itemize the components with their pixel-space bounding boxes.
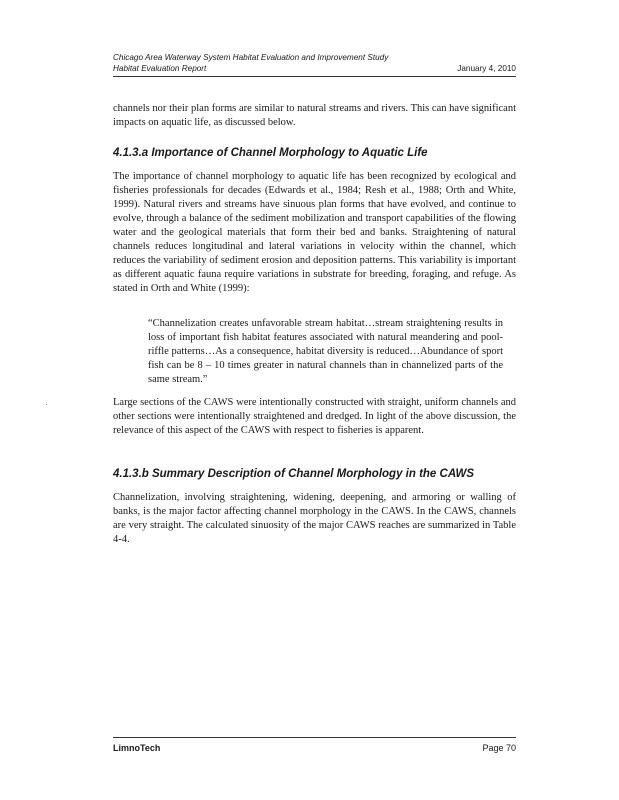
header-rule [113,76,516,77]
paragraph-importance: The importance of channel morphology to aquatic life has been recognized by ecological and fisheries professionals for decades (Edwards et al., 1984; Resh et al., 1988; Orth and White, 1999). Natural rivers and streams have sinuous plan forms that have evolved, and continue to evolve, through a balance of the sediment mobilization and transport capabilities of the flowing water and the geological materials that form their bed and banks. Straightening of natural channels reduces longitudinal and lateral variations in velocity within the channel, which reduces the variability of sediment erosion and deposition patterns. This variability is important as different aquatic fauna require variations in substrate for breeding, foraging, and refuge. As stated in Orth and White (1999): [113,171,516,294]
paragraph-channelization: Channelization, involving straightening, widening, deepening, and armoring or walling of banks, is the major factor affecting channel morphology in the CAWS. In the CAWS, channels are very straight. The calculated sinuosity of the major CAWS reaches are summarized in Table 4-4. [113,492,516,545]
scan-speck [46,404,47,405]
block-quote: “Channelization creates unfavorable stream habitat…stream straightening results in loss of important fish habitat features associated with natural meandering and pool-riffle patterns…As a consequence, habitat diversity is reduced…Abundance of sport fish can be 8 – 10 times greater in natural channels than in channelized parts of the same stream.” [148,318,503,385]
section-heading-4-1-3-a: 4.1.3.a Importance of Channel Morphology to Aquatic Life [113,147,428,159]
running-header-subtitle [113,63,516,74]
footer-rule [113,737,516,738]
footer-company: LimnoTech [113,743,161,753]
paragraph-caws-sections: Large sections of the CAWS were intentionally constructed with straight, uniform channels and other sections were intentionally straightened and dredged. In light of the above discussion, the relevance of this aspect of the CAWS with respect to fisheries is apparent. [113,397,516,436]
running-header-title: Chicago Area Waterway System Habitat Evaluation and Improvement Study [113,53,389,62]
section-heading-4-1-3-b: 4.1.3.b Summary Description of Channel Morphology in the CAWS [113,468,475,480]
report-name: Habitat Evaluation Report [113,64,207,73]
report-date: January 4, 2010 [457,64,516,73]
paragraph-continuation: channels nor their plan forms are similar to natural streams and rivers. This can have significant impacts on aquatic life, as discussed below. [113,103,516,128]
page-number: Page 70 [482,743,516,753]
